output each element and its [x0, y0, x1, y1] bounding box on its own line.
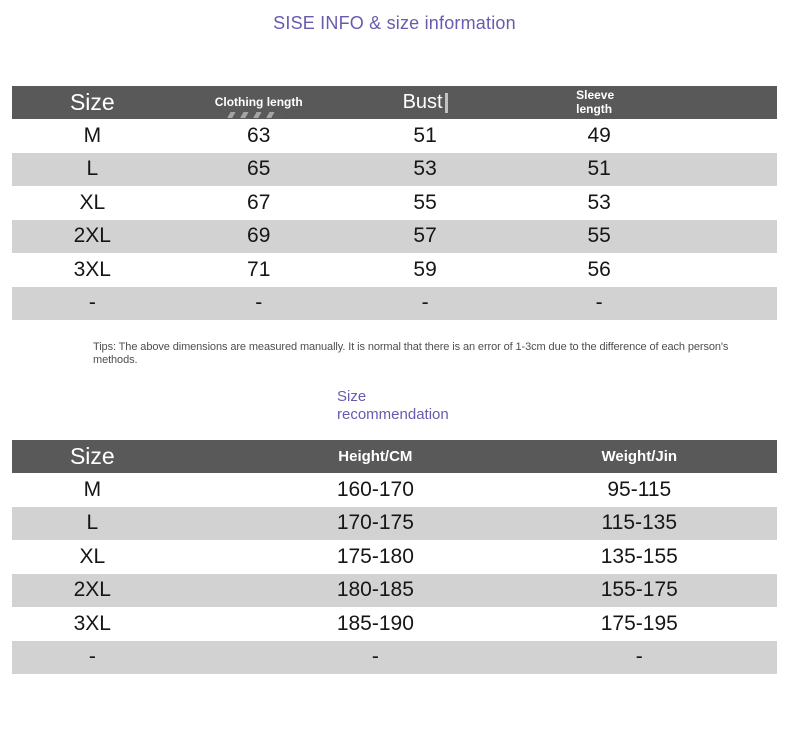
table-cell: 59 — [413, 257, 437, 281]
table-cell: 57 — [413, 224, 437, 248]
header-height-cm: Height/CM — [338, 447, 413, 465]
table-cell: 69 — [247, 224, 271, 248]
table-row — [12, 574, 777, 608]
table-row — [12, 220, 777, 254]
table-cell: 51 — [587, 157, 611, 181]
header-sleeve-length — [505, 89, 692, 117]
table-cell: 55 — [587, 224, 611, 248]
table-cell: 63 — [247, 123, 271, 147]
table-cell: 155-175 — [600, 578, 678, 602]
table-cell: - — [595, 291, 603, 315]
table-cell: 2XL — [73, 224, 111, 248]
table-cell: 3XL — [73, 611, 111, 635]
table-cell: 51 — [413, 123, 437, 147]
table-row — [12, 641, 777, 675]
table-row — [12, 507, 777, 541]
table-cell: 185-190 — [336, 611, 414, 635]
table-cell: 56 — [587, 257, 611, 281]
table-cell: 55 — [413, 190, 437, 214]
header-weight-jin: Weight/Jin — [601, 447, 678, 465]
table-cell: L — [86, 511, 99, 535]
table-cell: 2XL — [73, 578, 111, 602]
table-cell: 67 — [247, 190, 271, 214]
table-cell: 180-185 — [336, 578, 414, 602]
table-cell: 135-155 — [600, 544, 678, 568]
table-row — [12, 473, 777, 507]
header-bust-label: Bust — [402, 91, 443, 113]
table-cell: 95-115 — [607, 477, 672, 501]
header-bust — [345, 92, 506, 113]
table-cell: 65 — [247, 157, 271, 181]
header-clothing-length — [173, 96, 345, 109]
table-cell: 170-175 — [336, 511, 414, 535]
table-cell: 53 — [413, 157, 437, 181]
table-cell: L — [86, 157, 99, 181]
table-cell: XL — [79, 190, 106, 214]
table-cell: - — [88, 291, 96, 315]
table-cell: - — [371, 645, 379, 669]
table-cell: XL — [79, 544, 106, 568]
table-row — [12, 253, 777, 287]
recommendation-table — [12, 440, 777, 674]
table-cell: 115-135 — [601, 511, 678, 535]
watermark-smudge-artifact — [227, 112, 282, 118]
page-title: SISE INFO & size information — [273, 13, 516, 33]
header-clothing-length-label: Clothing length — [214, 95, 303, 110]
header-sleeve-length-label: Sleeve length — [576, 87, 615, 116]
table-cell: 175-180 — [336, 544, 414, 568]
table-cell: 160-170 — [336, 477, 414, 501]
table-row — [12, 186, 777, 220]
text-cursor-artifact — [445, 93, 448, 113]
table-cell: 3XL — [73, 257, 111, 281]
table-cell: - — [88, 645, 96, 669]
header-size: Size — [69, 443, 115, 470]
table-cell: 175-195 — [600, 611, 678, 635]
table-cell: 71 — [247, 257, 271, 281]
recommendation-heading: Size recommendation — [337, 388, 449, 423]
table-cell: 53 — [587, 190, 611, 214]
table-row — [12, 540, 777, 574]
table-cell: M — [83, 123, 102, 147]
size-table — [12, 86, 777, 320]
header-size: Size — [69, 89, 115, 116]
table-row — [12, 607, 777, 641]
table-cell: - — [255, 291, 263, 315]
table-cell: M — [83, 477, 102, 501]
table-row — [12, 153, 777, 187]
table-cell: 49 — [587, 123, 611, 147]
table-cell: - — [635, 645, 643, 669]
table-row — [12, 287, 777, 321]
table-row — [12, 119, 777, 153]
size-table-header — [12, 86, 777, 119]
recommendation-table-header — [12, 440, 777, 473]
tips-text: Tips: The above dimensions are measured manually. It is normal that there is an error of 1-3cm due to the difference of each person's methods. — [93, 341, 729, 367]
table-cell: - — [421, 291, 429, 315]
